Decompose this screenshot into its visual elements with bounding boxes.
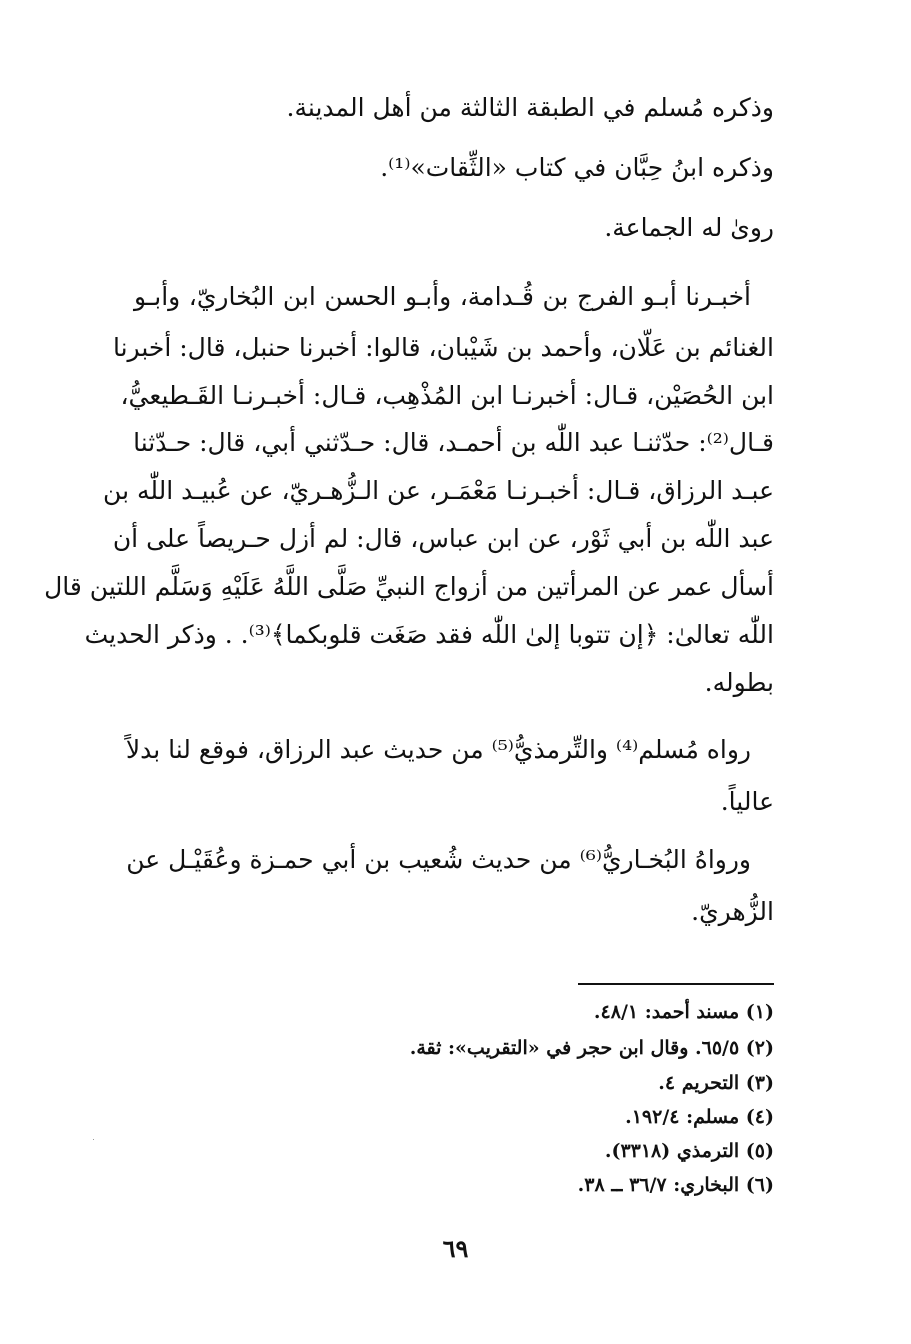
footnote-separator bbox=[578, 983, 774, 985]
footnote-6: (٦) البخاري: ٣٦/٧ ــ ٣٨. bbox=[577, 1174, 774, 1196]
isnad-line-4: قـال⁽²⁾: حدّثنـا عبد اللّٰه بن أحمـد، قال: حـدّثني أبي، قال: حـدّثنا bbox=[133, 428, 774, 457]
isnad-line-7: أسأل عمر عن المرأتين من أزواج النبيِّ صَلَّى اللَّهُ عَلَيْهِ وَسَلَّم اللتين قال bbox=[44, 572, 774, 601]
footnote-3: (٣) التحريم ٤. bbox=[658, 1072, 774, 1094]
bukhari-line-1: ورواهُ البُخـاريُّ⁽⁶⁾ من حديث شُعيب بن أبي حمـزة وعُقَيْـل عن bbox=[126, 845, 751, 874]
paragraph-muslim-tabaqa: وذكره مُسلم في الطبقة الثالثة من أهل المدينة. bbox=[286, 93, 774, 122]
page-number: ٦٩ bbox=[442, 1234, 469, 1263]
isnad-line-9: بطوله. bbox=[704, 668, 774, 697]
footnote-1: (١) مسند أحمد: ٤٨/١. bbox=[593, 1001, 774, 1023]
isnad-line-2: الغنائم بن عَلّان، وأحمد بن شَيْبان، قالوا: أخبرنا حنبل، قال: أخبرنا bbox=[112, 333, 774, 362]
isnad-line-6: عبد اللّٰه بن أبي ثَوْر، عن ابن عباس، قال: لم أزل حـريصاً على أن bbox=[112, 524, 774, 553]
paragraph-ibn-hibban: وذكره ابنُ حِبَّان في كتاب «الثِّقات»⁽¹⁾. bbox=[380, 153, 774, 182]
isnad-line-8: اللّٰه تعالىٰ: ﴿إن تتوبا إلىٰ اللّٰه فقد صَغَت قلوبكما﴾⁽³⁾. . وذكر الحديث bbox=[84, 620, 774, 649]
bukhari-line-2: الزُّهريّ. bbox=[691, 897, 774, 926]
scan-speck bbox=[93, 1139, 94, 1140]
footnote-2: (٢) ٦٥/٥. وقال ابن حجر في «التقريب»: ثقة. bbox=[409, 1037, 774, 1059]
riwaya-line-1: رواه مُسلم⁽⁴⁾ والتِّرمذيُّ⁽⁵⁾ من حديث عبد الرزاق، فوقع لنا بدلاً bbox=[125, 735, 751, 764]
isnad-line-1: أخبـرنا أبـو الفرج بن قُـدامة، وأبـو الحسن ابن البُخاريّ، وأبـو bbox=[134, 282, 751, 311]
isnad-line-5: عبـد الرزاق، قـال: أخبـرنـا مَعْمَـر، عن الـزُّهـريّ، عن عُبيـد اللّٰه بن bbox=[103, 476, 774, 505]
isnad-line-3: ابن الحُصَيْن، قـال: أخبرنـا ابن المُذْهِب، قـال: أخبـرنـا القَـطيعيُّ، bbox=[120, 381, 774, 410]
paragraph-jamaa: روىٰ له الجماعة. bbox=[604, 213, 774, 242]
riwaya-line-2: عالياً. bbox=[720, 787, 774, 816]
footnote-5: (٥) الترمذي (٣٣١٨). bbox=[604, 1140, 774, 1162]
footnote-4: (٤) مسلم: ١٩٢/٤. bbox=[625, 1106, 774, 1128]
